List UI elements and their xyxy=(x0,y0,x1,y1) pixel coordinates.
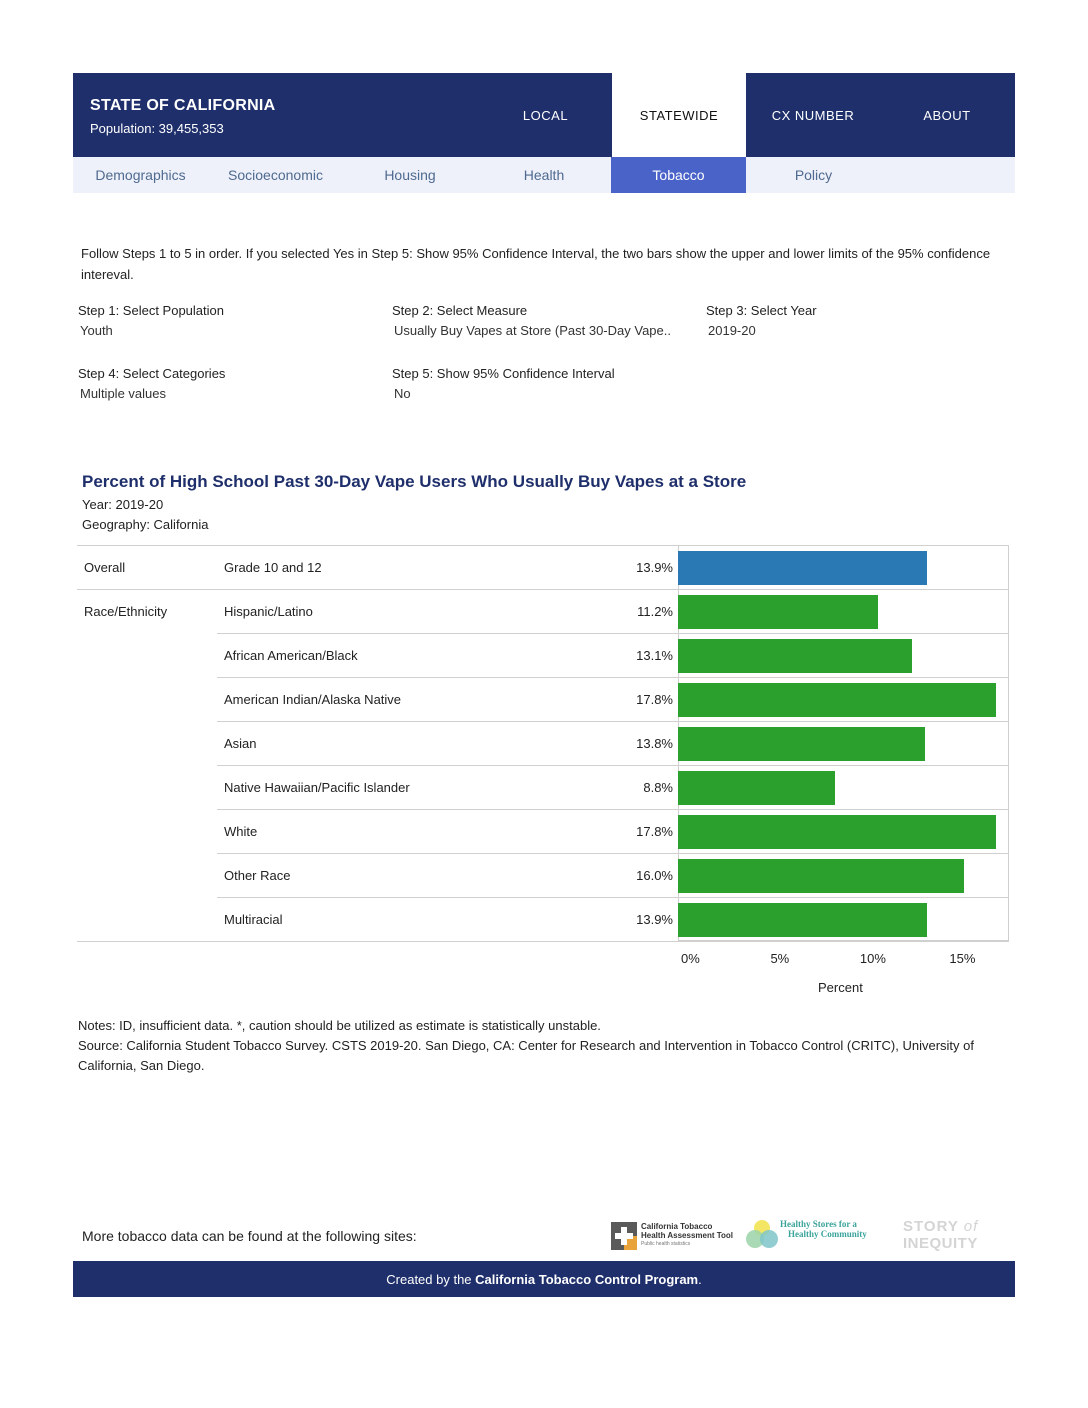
tab-about[interactable] xyxy=(880,73,1014,157)
footer-suffix: . xyxy=(698,1271,702,1287)
row-divider xyxy=(217,809,1009,810)
inequity-word: INEQUITY xyxy=(903,1235,978,1252)
row-divider xyxy=(77,941,1009,942)
healthy-stores-line1: Healthy Stores for a xyxy=(780,1219,857,1229)
measure-select[interactable]: Usually Buy Vapes at Store (Past 30-Day Vape.. xyxy=(394,323,671,338)
data-label: 17.8% xyxy=(636,692,673,707)
bar[interactable] xyxy=(678,551,927,585)
tab-local-label: LOCAL xyxy=(522,107,569,123)
group-label: Race/Ethnicity xyxy=(84,604,168,619)
subtab-demographics[interactable] xyxy=(73,157,208,193)
data-label: 13.9% xyxy=(636,912,673,927)
confidence-interval-select[interactable]: No xyxy=(394,386,411,401)
state-title: STATE OF CALIFORNIA xyxy=(90,97,276,114)
healthy-stores-circles-icon xyxy=(744,1218,780,1254)
step1-label: Step 1: Select Population xyxy=(78,303,224,318)
tab-about-label: ABOUT xyxy=(923,107,971,123)
data-label: 13.8% xyxy=(636,736,673,751)
category-label: Multiracial xyxy=(224,912,283,927)
bar[interactable] xyxy=(678,727,925,761)
subtab-housing[interactable] xyxy=(343,157,477,193)
row-divider xyxy=(217,853,1009,854)
subtab-label: Health xyxy=(523,167,565,183)
row-divider xyxy=(217,677,1009,678)
category-label: African American/Black xyxy=(224,648,358,663)
group-label: Overall xyxy=(84,560,126,575)
subtab-socioeconomic[interactable] xyxy=(208,157,343,193)
row-divider xyxy=(217,897,1009,898)
cthat-line1: California Tobacco xyxy=(641,1222,713,1231)
chart-year: Year: 2019-20 xyxy=(82,497,164,512)
instructions-text: Follow Steps 1 to 5 in order. If you selected Yes in Step 5: Show 95% Confidence Interval, the two bars show the upper and lower limits of the 95% confidence intereval. xyxy=(81,246,991,282)
subtab-label: Tobacco xyxy=(652,167,705,183)
x-axis-label: Percent xyxy=(818,980,863,995)
tab-local[interactable] xyxy=(479,73,612,157)
category-label: Asian xyxy=(224,736,257,751)
row-divider xyxy=(217,721,1009,722)
data-label: 8.8% xyxy=(643,780,673,795)
chart-geography: Geography: California xyxy=(82,517,209,532)
story-of-inequity-logo-link[interactable] xyxy=(903,1218,993,1254)
row-divider xyxy=(217,765,1009,766)
step3-label: Step 3: Select Year xyxy=(706,303,817,318)
source-line: Source: California Student Tobacco Survey. CSTS 2019-20. San Diego, CA: Center for Research and Intervention in Tobacco Control (CRITC), University of California, San Diego. xyxy=(78,1038,974,1073)
category-label: Other Race xyxy=(224,868,291,883)
x-tick-label: 0% xyxy=(681,951,700,966)
footer-prefix: Created by the xyxy=(386,1271,476,1287)
bar[interactable] xyxy=(678,859,964,893)
notes xyxy=(78,1016,1018,1076)
year-select[interactable]: 2019-20 xyxy=(708,323,756,338)
tab-cx-number-label: CX NUMBER xyxy=(771,107,855,123)
category-label: American Indian/Alaska Native xyxy=(224,692,402,707)
footer-bar xyxy=(73,1261,1015,1297)
cthat-cross-icon xyxy=(611,1222,637,1250)
data-label: 13.9% xyxy=(636,560,673,575)
data-label: 13.1% xyxy=(636,648,673,663)
data-label: 16.0% xyxy=(636,868,673,883)
data-label: 11.2% xyxy=(637,604,673,619)
healthy-stores-line2: Healthy Community xyxy=(788,1229,867,1239)
subtab-label: Socioeconomic xyxy=(228,167,323,183)
category-label: Grade 10 and 12 xyxy=(224,560,322,575)
bar[interactable] xyxy=(678,683,996,717)
of-word: of xyxy=(963,1218,979,1235)
cthat-line2: Health Assessment Tool xyxy=(641,1231,734,1240)
category-label: White xyxy=(224,824,258,839)
population-select[interactable]: Youth xyxy=(80,323,113,338)
healthy-stores-logo-link[interactable] xyxy=(744,1217,879,1255)
bar[interactable] xyxy=(678,815,996,849)
tab-cx-number[interactable] xyxy=(746,73,880,157)
row-divider xyxy=(77,589,1009,590)
categories-select[interactable]: Multiple values xyxy=(80,386,166,401)
notes-line: Notes: ID, insufficient data. *, caution should be utilized as estimate is statistically unstable. xyxy=(78,1018,601,1033)
row-divider xyxy=(217,633,1009,634)
subtab-label: Housing xyxy=(384,167,436,183)
chart-title: Percent of High School Past 30-Day Vape Users Who Usually Buy Vapes at a Store xyxy=(82,472,747,491)
step2-label: Step 2: Select Measure xyxy=(392,303,528,318)
bar[interactable] xyxy=(678,639,912,673)
tab-statewide-label: STATEWIDE xyxy=(639,107,719,123)
category-label: Native Hawaiian/Pacific Islander xyxy=(224,780,410,795)
step4-label: Step 4: Select Categories xyxy=(78,366,226,381)
story-word: STORY xyxy=(903,1218,959,1235)
x-tick-label: 15% xyxy=(949,951,976,966)
subtab-label: Demographics xyxy=(95,167,186,183)
population-text: Population: 39,455,353 xyxy=(90,121,224,136)
bar[interactable] xyxy=(678,595,878,629)
cthat-line3: Public health statistics xyxy=(641,1241,691,1247)
cthat-logo-link[interactable] xyxy=(611,1220,734,1252)
bar[interactable] xyxy=(678,771,835,805)
more-data-text: More tobacco data can be found at the following sites: xyxy=(82,1228,417,1244)
step5-label: Step 5: Show 95% Confidence Interval xyxy=(392,366,615,381)
subtab-label: Policy xyxy=(794,167,833,183)
category-label: Hispanic/Latino xyxy=(224,604,313,619)
subtab-health[interactable] xyxy=(477,157,611,193)
subtab-tobacco[interactable] xyxy=(611,157,746,193)
subtab-policy[interactable] xyxy=(746,157,881,193)
footer-program-name: California Tobacco Control Program xyxy=(475,1271,699,1287)
table-top-border xyxy=(77,545,1009,546)
tab-statewide[interactable] xyxy=(612,73,746,157)
x-tick-label: 5% xyxy=(770,951,790,966)
x-tick-label: 10% xyxy=(859,951,886,966)
bar[interactable] xyxy=(678,903,927,937)
data-label: 17.8% xyxy=(636,824,673,839)
